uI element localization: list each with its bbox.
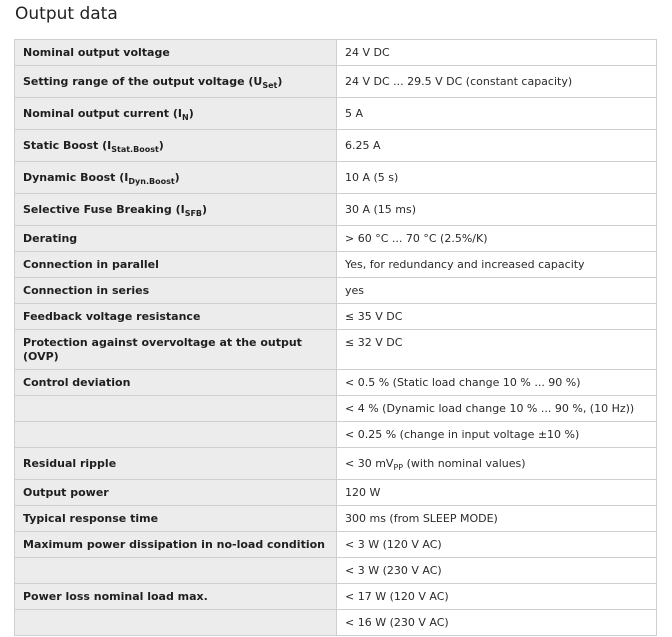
spec-label-text: Output power: [23, 486, 109, 499]
spec-value-text: 6.25 A: [345, 139, 381, 152]
spec-label-suffix: ): [174, 171, 180, 184]
spec-label: [15, 226, 337, 252]
spec-value-text: Yes, for redundancy and increased capacity: [345, 258, 585, 271]
table-row: [15, 40, 657, 66]
spec-value-subscript: PP: [393, 463, 404, 472]
table-row: [15, 370, 657, 396]
spec-label-text: Protection against overvoltage at the output (OVP): [23, 336, 302, 363]
spec-label: [15, 130, 337, 162]
spec-label: [15, 584, 337, 610]
spec-label-suffix: ): [277, 75, 283, 88]
spec-label-text: Setting range of the output voltage (U: [23, 75, 263, 88]
spec-value-text: < 0.5 % (Static load change 10 % ... 90 %): [345, 376, 581, 389]
spec-label: [15, 396, 337, 422]
table-row: [15, 226, 657, 252]
table-row: [15, 330, 657, 370]
output-data-table: [14, 39, 657, 636]
spec-value-text: 5 A: [345, 107, 364, 120]
spec-label: [15, 194, 337, 226]
spec-value: [337, 98, 657, 130]
spec-label: [15, 448, 337, 480]
table-row: [15, 162, 657, 194]
spec-label-text: Dynamic Boost (I: [23, 171, 129, 184]
spec-label: [15, 532, 337, 558]
spec-label-subscript: Dyn.Boost: [128, 177, 175, 186]
table-row: [15, 396, 657, 422]
spec-value: [337, 422, 657, 448]
spec-label-text: Static Boost (I: [23, 139, 112, 152]
spec-label: [15, 66, 337, 98]
spec-value-text: 24 V DC ... 29.5 V DC (constant capacity): [345, 75, 573, 88]
spec-value-text: < 30 mV: [345, 457, 394, 470]
spec-label: [15, 480, 337, 506]
spec-value: [337, 194, 657, 226]
spec-label: [15, 40, 337, 66]
table-row: [15, 278, 657, 304]
spec-label: [15, 370, 337, 396]
spec-label-text: Typical response time: [23, 512, 159, 525]
spec-label: [15, 422, 337, 448]
spec-label: [15, 558, 337, 584]
spec-value-text: 30 A (15 ms): [345, 203, 417, 216]
spec-label: [15, 330, 337, 370]
spec-value: [337, 448, 657, 480]
spec-value: [337, 532, 657, 558]
spec-value: [337, 252, 657, 278]
spec-value-text: 24 V DC: [345, 46, 390, 59]
spec-value: [337, 370, 657, 396]
spec-value-text: yes: [345, 284, 365, 297]
spec-label: [15, 304, 337, 330]
spec-value: [337, 66, 657, 98]
spec-label-text: Feedback voltage resistance: [23, 310, 201, 323]
spec-label: [15, 162, 337, 194]
spec-value: [337, 330, 657, 370]
spec-label-text: Nominal output current (I: [23, 107, 182, 120]
spec-label-suffix: ): [202, 203, 208, 216]
table-row: [15, 422, 657, 448]
spec-value: [337, 130, 657, 162]
spec-label: [15, 506, 337, 532]
spec-label: [15, 278, 337, 304]
spec-value-text: ≤ 35 V DC: [345, 310, 403, 323]
spec-label-subscript: Set: [262, 81, 278, 90]
spec-label-text: Power loss nominal load max.: [23, 590, 208, 603]
spec-value: [337, 304, 657, 330]
spec-label-suffix: ): [158, 139, 164, 152]
table-row: [15, 532, 657, 558]
spec-value: [337, 226, 657, 252]
spec-label-text: Connection in series: [23, 284, 150, 297]
spec-label: [15, 98, 337, 130]
spec-value: [337, 40, 657, 66]
table-row: [15, 610, 657, 636]
spec-label-text: Nominal output voltage: [23, 46, 170, 59]
spec-value-text: < 3 W (120 V AC): [345, 538, 442, 551]
spec-value-text: < 4 % (Dynamic load change 10 % ... 90 %, (10 Hz)): [345, 402, 635, 415]
table-row: [15, 584, 657, 610]
table-row: [15, 480, 657, 506]
spec-value-text: < 0.25 % (change in input voltage ±10 %): [345, 428, 580, 441]
spec-value-text: < 16 W (230 V AC): [345, 616, 449, 629]
table-row: [15, 98, 657, 130]
table-row: [15, 130, 657, 162]
spec-value-suffix: (with nominal values): [403, 457, 526, 470]
spec-value: [337, 162, 657, 194]
spec-label-suffix: ): [188, 107, 194, 120]
spec-value-text: ≤ 32 V DC: [345, 336, 403, 349]
spec-value: [337, 584, 657, 610]
spec-label-text: Connection in parallel: [23, 258, 159, 271]
spec-value-text: 10 A (5 s): [345, 171, 399, 184]
spec-value-text: < 17 W (120 V AC): [345, 590, 449, 603]
section-title: Output data: [15, 4, 118, 24]
spec-value-text: 120 W: [345, 486, 381, 499]
spec-label-subscript: SFB: [184, 209, 203, 218]
spec-label-subscript: N: [182, 113, 189, 122]
spec-label-text: Selective Fuse Breaking (I: [23, 203, 185, 216]
spec-label-text: Residual ripple: [23, 457, 117, 470]
spec-value: [337, 480, 657, 506]
spec-label-text: Maximum power dissipation in no-load condition: [23, 538, 325, 551]
spec-label-text: Control deviation: [23, 376, 131, 389]
spec-value: [337, 610, 657, 636]
spec-value-text: 300 ms (from SLEEP MODE): [345, 512, 498, 525]
table-row: [15, 448, 657, 480]
table-row: [15, 252, 657, 278]
spec-label-subscript: Stat.Boost: [111, 145, 159, 154]
spec-label-text: Derating: [23, 232, 78, 245]
table-row: [15, 194, 657, 226]
spec-value-text: > 60 °C ... 70 °C (2.5%/K): [345, 232, 488, 245]
spec-value: [337, 396, 657, 422]
table-row: [15, 558, 657, 584]
spec-value: [337, 506, 657, 532]
table-row: [15, 304, 657, 330]
spec-label: [15, 610, 337, 636]
spec-label: [15, 252, 337, 278]
table-row: [15, 66, 657, 98]
spec-value-text: < 3 W (230 V AC): [345, 564, 442, 577]
spec-value: [337, 558, 657, 584]
table-row: [15, 506, 657, 532]
spec-value: [337, 278, 657, 304]
